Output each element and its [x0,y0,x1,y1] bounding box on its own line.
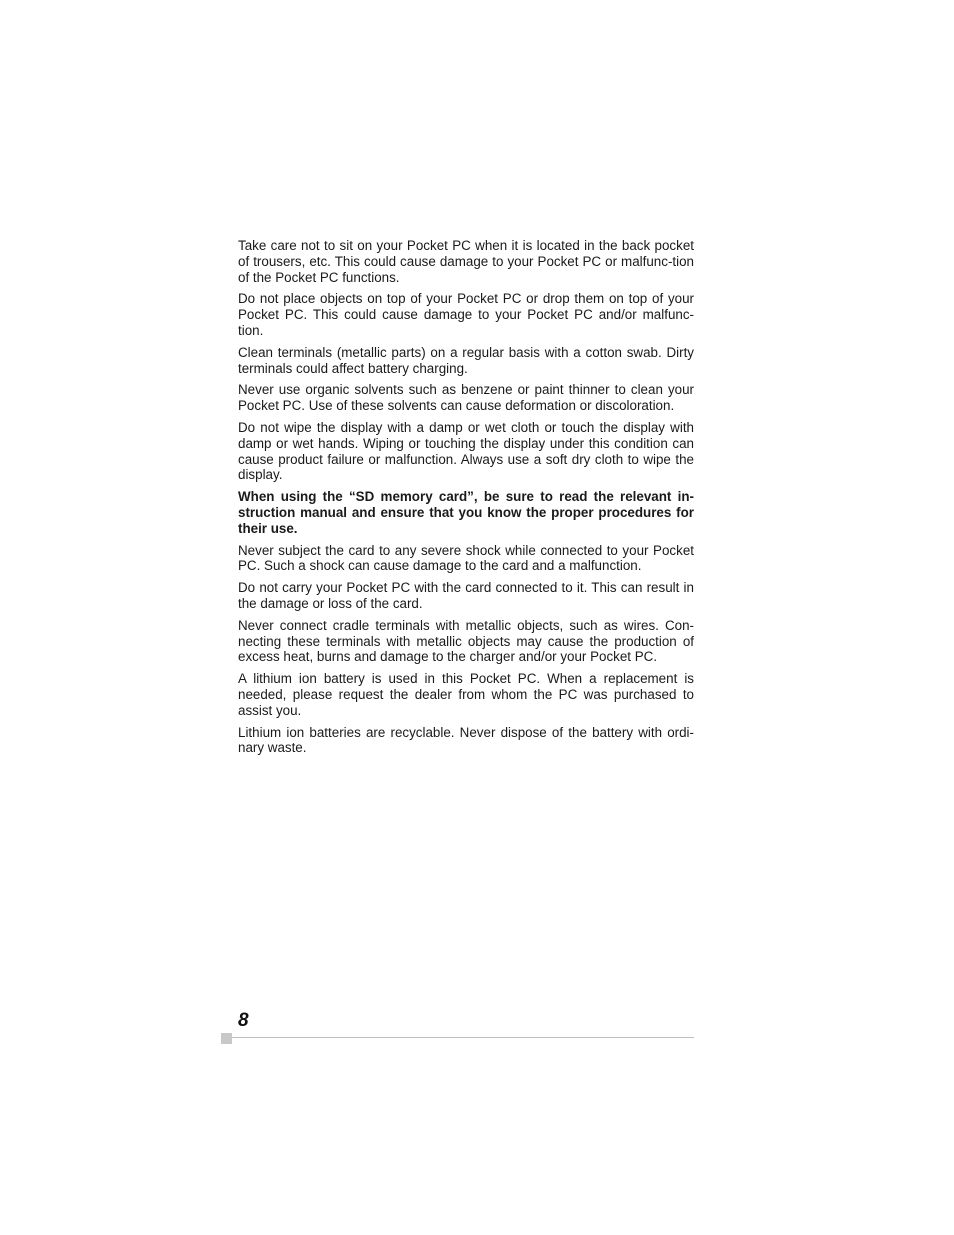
page-body [238,238,694,762]
paragraph-sitting-warning: Take care not to sit on your Pocket PC when it is located in the back pocket of trousers, etc. This could cause damage to your Pocket PC or malfunc-tion of the Pocket PC functions. [238,238,694,285]
footer-divider [232,1037,694,1038]
paragraph-clean-terminals: Clean terminals (metallic parts) on a regular basis with a cotton swab. Dirty terminals could affect battery charging. [238,344,694,376]
paragraph-lithium-battery: A lithium ion battery is used in this Pocket PC. When a replacement is needed, please request the dealer from whom the PC was purchased to assist you. [238,671,694,718]
paragraph-recyclable: Lithium ion batteries are recyclable. Never dispose of the battery with ordi-nary waste. [238,724,694,756]
paragraph-organic-solvents: Never use organic solvents such as benzene or paint thinner to clean your Pocket PC. Use of these solvents can cause deformation or discoloration. [238,382,694,414]
page-number: 8 [238,1010,249,1031]
paragraph-carry-card: Do not carry your Pocket PC with the card connected to it. This can result in the damage or loss of the card. [238,580,694,611]
paragraph-cradle-terminals: Never connect cradle terminals with metallic objects, such as wires. Con-necting these terminals with metallic objects may cause the production of excess heat, burns and damage to the charger and/or your Pocket PC. [238,617,694,665]
paragraph-wet-display: Do not wipe the display with a damp or wet cloth or touch the display with damp or wet hands. Wiping or touching the display under this condition can cause product failure or malfunction. Always use a soft dry cloth to wipe the display. [238,419,694,483]
footer-marker [221,1033,232,1044]
paragraph-sd-card-heading: When using the “SD memory card”, be sure to read the relevant in-struction manual and ensure that you know the proper procedures for their use. [238,489,694,536]
paragraph-card-shock: Never subject the card to any severe shock while connected to your Pocket PC. Such a shock can cause damage to the card and a malfunction. [238,542,694,574]
paragraph-objects-on-top: Do not place objects on top of your Pocket PC or drop them on top of your Pocket PC. This could cause damage to your Pocket PC and/or malfunc-tion. [238,291,694,338]
